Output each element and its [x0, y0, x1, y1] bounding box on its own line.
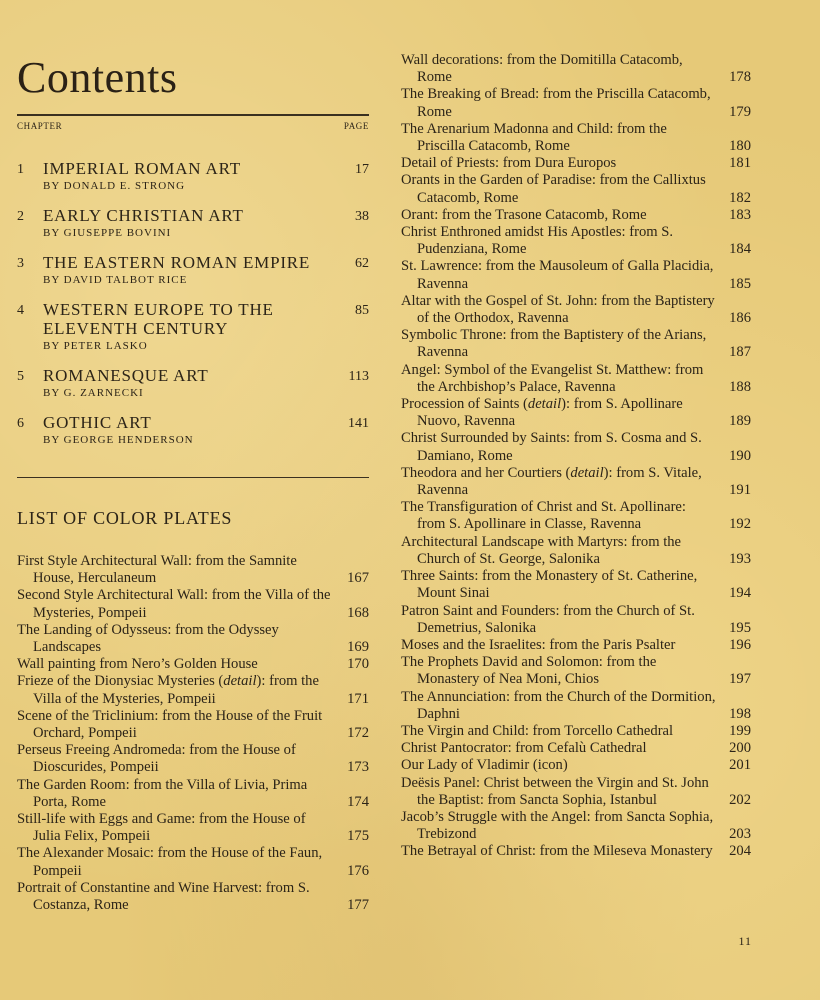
plates-list-left [17, 553, 369, 914]
page-title: Contents [17, 53, 178, 102]
plate-entry[interactable] [401, 172, 751, 206]
plate-entry[interactable] [401, 430, 751, 464]
plate-entry[interactable] [401, 224, 751, 258]
plate-entry[interactable] [17, 742, 369, 776]
plate-entry[interactable] [401, 207, 751, 224]
chapter-author: BY G. ZARNECKI [43, 387, 144, 399]
chapter-author: BY DONALD E. STRONG [43, 180, 186, 192]
chapter-number: 5 [17, 369, 24, 384]
plate-title: Portrait of Constantine and Wine Harvest: from S. Costanza, Rome [17, 879, 310, 914]
section-rule [17, 477, 369, 478]
chapter-number: 6 [17, 416, 24, 431]
plate-page: 188 [729, 378, 751, 395]
plate-entry[interactable] [401, 86, 751, 120]
chapter-body [43, 413, 329, 447]
plate-title: Procession of Saints (detail): from S. Apollinare Nuovo, Ravenna [401, 396, 683, 430]
plate-entry[interactable] [401, 740, 751, 757]
plate-page: 200 [729, 740, 751, 757]
plate-page: 174 [347, 793, 369, 810]
plate-entry[interactable] [401, 121, 751, 155]
chapter-title: ROMANESQUE ART [43, 366, 209, 385]
plate-page: 179 [729, 103, 751, 120]
plate-page: 182 [729, 189, 751, 206]
chapter-page: 85 [355, 303, 369, 318]
plate-title: Wall painting from Nero’s Golden House [17, 656, 258, 673]
plate-page: 196 [729, 636, 751, 653]
chapter-body [43, 253, 329, 287]
plate-entry[interactable] [401, 465, 751, 499]
plate-entry[interactable] [17, 553, 369, 587]
chapter-number: 2 [17, 209, 24, 224]
chapter-author: BY GIUSEPPE BOVINI [43, 227, 172, 239]
plate-title: Patron Saint and Founders: from the Church of St. Demetrius, Salonika [401, 602, 695, 636]
chapter-body [43, 300, 329, 353]
plate-title: Scene of the Triclinium: from the House of the Fruit Orchard, Pompeii [17, 707, 323, 742]
plate-page: 170 [347, 656, 369, 673]
plate-entry[interactable] [401, 155, 751, 172]
plate-title: Wall decorations: from the Domitilla Catacomb, Rome [401, 52, 683, 86]
chapter-number: 1 [17, 162, 24, 177]
plate-page: 172 [347, 725, 369, 742]
plate-title: Orant: from the Trasone Catacomb, Rome [401, 206, 647, 223]
chapter-page: 38 [355, 209, 369, 224]
plate-page: 175 [347, 828, 369, 845]
plate-entry[interactable] [17, 622, 369, 656]
plate-title: The Virgin and Child: from Torcello Cathedral [401, 722, 674, 739]
plate-title: Frieze of the Dionysiac Mysteries (detail): from the Villa of the Mysteries, Pompeii [17, 673, 319, 707]
plate-page: 192 [729, 516, 751, 533]
plate-page: 194 [729, 585, 751, 602]
right-column [401, 52, 751, 861]
plate-title: Angel: Symbol of the Evangelist St. Matthew: from the Archbishop’s Palace, Ravenna [401, 361, 704, 395]
chapter-body [43, 366, 329, 400]
page-number: 11 [738, 934, 752, 948]
left-column [17, 50, 369, 914]
plate-entry[interactable] [401, 689, 751, 723]
plate-page: 202 [729, 791, 751, 808]
plate-page: 204 [729, 843, 751, 860]
chapter-list [17, 159, 369, 447]
plate-title: The Annunciation: from the Church of the Dormition, Daphni [401, 688, 716, 722]
chapter-entry[interactable] [17, 206, 369, 240]
plates-heading: LIST OF COLOR PLATES [17, 508, 233, 528]
plate-entry[interactable] [401, 52, 751, 86]
plate-title: Second Style Architectural Wall: from the Villa of the Mysteries, Pompeii [17, 587, 331, 621]
plate-page: 190 [729, 447, 751, 464]
plate-entry[interactable] [401, 362, 751, 396]
plate-page: 203 [729, 826, 751, 843]
plate-page: 183 [729, 206, 751, 223]
plate-title: The Prophets David and Solomon: from the Monastery of Nea Moni, Chios [401, 654, 657, 688]
plate-page: 167 [347, 570, 369, 587]
plate-title: The Landing of Odysseus: from the Odyssey Landscapes [17, 621, 279, 656]
plate-entry[interactable] [401, 775, 751, 809]
plate-title: Still-life with Eggs and Game: from the House of Julia Felix, Pompeii [17, 811, 306, 845]
plate-title: Architectural Landscape with Martyrs: from the Church of St. George, Salonika [401, 533, 682, 567]
chapter-author: BY PETER LASKO [43, 340, 148, 352]
plate-title: The Transfiguration of Christ and St. Apollinare: from S. Apollinare in Classe, Ravenna [401, 499, 686, 533]
plate-page: 185 [729, 275, 751, 292]
plate-entry[interactable] [17, 708, 369, 742]
plate-title: Moses and the Israelites: from the Paris Psalter [401, 636, 676, 653]
plate-page: 199 [729, 722, 751, 739]
plate-page: 198 [729, 705, 751, 722]
plate-title: Altar with the Gospel of St. John: from the Baptistery of the Orthodox, Ravenna [401, 292, 715, 327]
plate-page: 195 [729, 619, 751, 636]
page-label: PAGE [343, 121, 369, 131]
chapter-label: CHAPTER [17, 121, 63, 131]
plate-title: The Arenarium Madonna and Child: from the Priscilla Catacomb, Rome [401, 120, 667, 155]
plate-page: 197 [729, 671, 751, 688]
plate-page: 171 [347, 690, 369, 707]
plate-entry[interactable] [401, 258, 751, 292]
chapter-author: BY DAVID TALBOT RICE [43, 274, 188, 286]
chapter-entry[interactable] [17, 300, 369, 353]
plate-title: Orants in the Garden of Paradise: from the Callixtus Catacomb, Rome [401, 172, 706, 206]
plate-title: Symbolic Throne: from the Baptistery of the Arians, Ravenna [401, 327, 707, 361]
plate-entry[interactable] [401, 809, 751, 843]
plate-entry[interactable] [401, 723, 751, 740]
chapter-entry[interactable] [17, 159, 369, 193]
plate-title: St. Lawrence: from the Mausoleum of Galla Placidia, Ravenna [401, 258, 714, 292]
chapter-title: IMPERIAL ROMAN ART [43, 159, 241, 178]
plate-page: 169 [347, 639, 369, 656]
chapter-page: 62 [355, 256, 369, 271]
plate-title: Theodora and her Courtiers (detail): from S. Vitale, Ravenna [401, 464, 702, 499]
column-header [17, 121, 369, 131]
plate-title: The Betrayal of Christ: from the Mileseva Monastery [401, 843, 713, 860]
plates-list-right [401, 52, 751, 861]
chapter-entry[interactable] [17, 366, 369, 400]
title-rule [17, 114, 369, 116]
plate-title: Christ Pantocrator: from Cefalù Cathedral [401, 740, 647, 757]
chapter-title: THE EASTERN ROMAN EMPIRE [43, 253, 311, 272]
plate-entry[interactable] [17, 845, 369, 879]
plate-page: 180 [729, 138, 751, 155]
plate-title: Deësis Panel: Christ between the Virgin and St. John the Baptist: from Sancta Sophia, Istanbul [401, 774, 709, 808]
chapter-page: 17 [355, 162, 369, 177]
plate-entry[interactable] [401, 499, 751, 533]
plate-title: The Alexander Mosaic: from the House of the Faun, Pompeii [17, 845, 323, 879]
plate-title: The Garden Room: from the Villa of Livia, Prima Porta, Rome [17, 776, 308, 810]
plate-title: Detail of Priests: from Dura Europos [401, 155, 617, 172]
plate-page: 187 [729, 344, 751, 361]
chapter-page: 113 [348, 369, 369, 384]
plate-page: 193 [729, 550, 751, 567]
plate-title: Our Lady of Vladimir (icon) [401, 757, 568, 774]
chapter-number: 3 [17, 256, 24, 271]
chapter-body [43, 206, 329, 240]
plate-entry[interactable] [17, 656, 369, 673]
chapter-author: BY GEORGE HENDERSON [43, 434, 194, 446]
plate-entry[interactable] [401, 534, 751, 568]
plate-title: Christ Surrounded by Saints: from S. Cosma and S. Damiano, Rome [401, 430, 702, 464]
plate-page: 176 [347, 862, 369, 879]
plate-page: 177 [347, 897, 369, 914]
chapter-entry[interactable] [17, 253, 369, 287]
plate-entry[interactable] [17, 811, 369, 845]
plate-entry[interactable] [17, 673, 369, 707]
plate-entry[interactable] [17, 587, 369, 621]
plate-title: Perseus Freeing Andromeda: from the House of Dioscurides, Pompeii [17, 742, 296, 776]
plate-title: First Style Architectural Wall: from the Samnite House, Herculaneum [17, 553, 297, 587]
chapter-entry[interactable] [17, 413, 369, 447]
plate-page: 189 [729, 413, 751, 430]
plate-page: 173 [347, 759, 369, 776]
plate-entry[interactable] [17, 880, 369, 914]
plate-page: 181 [729, 155, 751, 172]
plate-entry[interactable] [17, 777, 369, 811]
plate-title: Three Saints: from the Monastery of St. Catherine, Mount Sinai [401, 568, 698, 602]
plate-page: 186 [729, 310, 751, 327]
plate-entry[interactable] [401, 603, 751, 637]
plate-page: 178 [729, 69, 751, 86]
chapter-body [43, 159, 329, 193]
plate-page: 184 [729, 241, 751, 258]
plate-entry[interactable] [401, 843, 751, 860]
chapter-title: GOTHIC ART [43, 413, 152, 432]
plate-title: Christ Enthroned amidst His Apostles: from S. Pudenziana, Rome [401, 224, 674, 258]
chapter-number: 4 [17, 303, 24, 318]
plate-entry[interactable] [401, 293, 751, 327]
plate-title: Jacob’s Struggle with the Angel: from Sancta Sophia, Trebizond [401, 808, 714, 843]
plate-entry[interactable] [401, 568, 751, 602]
chapter-title: WESTERN EUROPE TO THE ELEVENTH CENTURY [43, 300, 274, 338]
plate-entry[interactable] [401, 757, 751, 774]
plate-entry[interactable] [401, 654, 751, 688]
plate-page: 201 [729, 757, 751, 774]
chapter-title: EARLY CHRISTIAN ART [43, 206, 244, 225]
plate-entry[interactable] [401, 637, 751, 654]
plate-entry[interactable] [401, 327, 751, 361]
chapter-page: 141 [348, 416, 369, 431]
plate-entry[interactable] [401, 396, 751, 430]
plate-title: The Breaking of Bread: from the Priscilla Catacomb, Rome [401, 86, 711, 120]
plate-page: 191 [729, 482, 751, 499]
plate-page: 168 [347, 604, 369, 621]
